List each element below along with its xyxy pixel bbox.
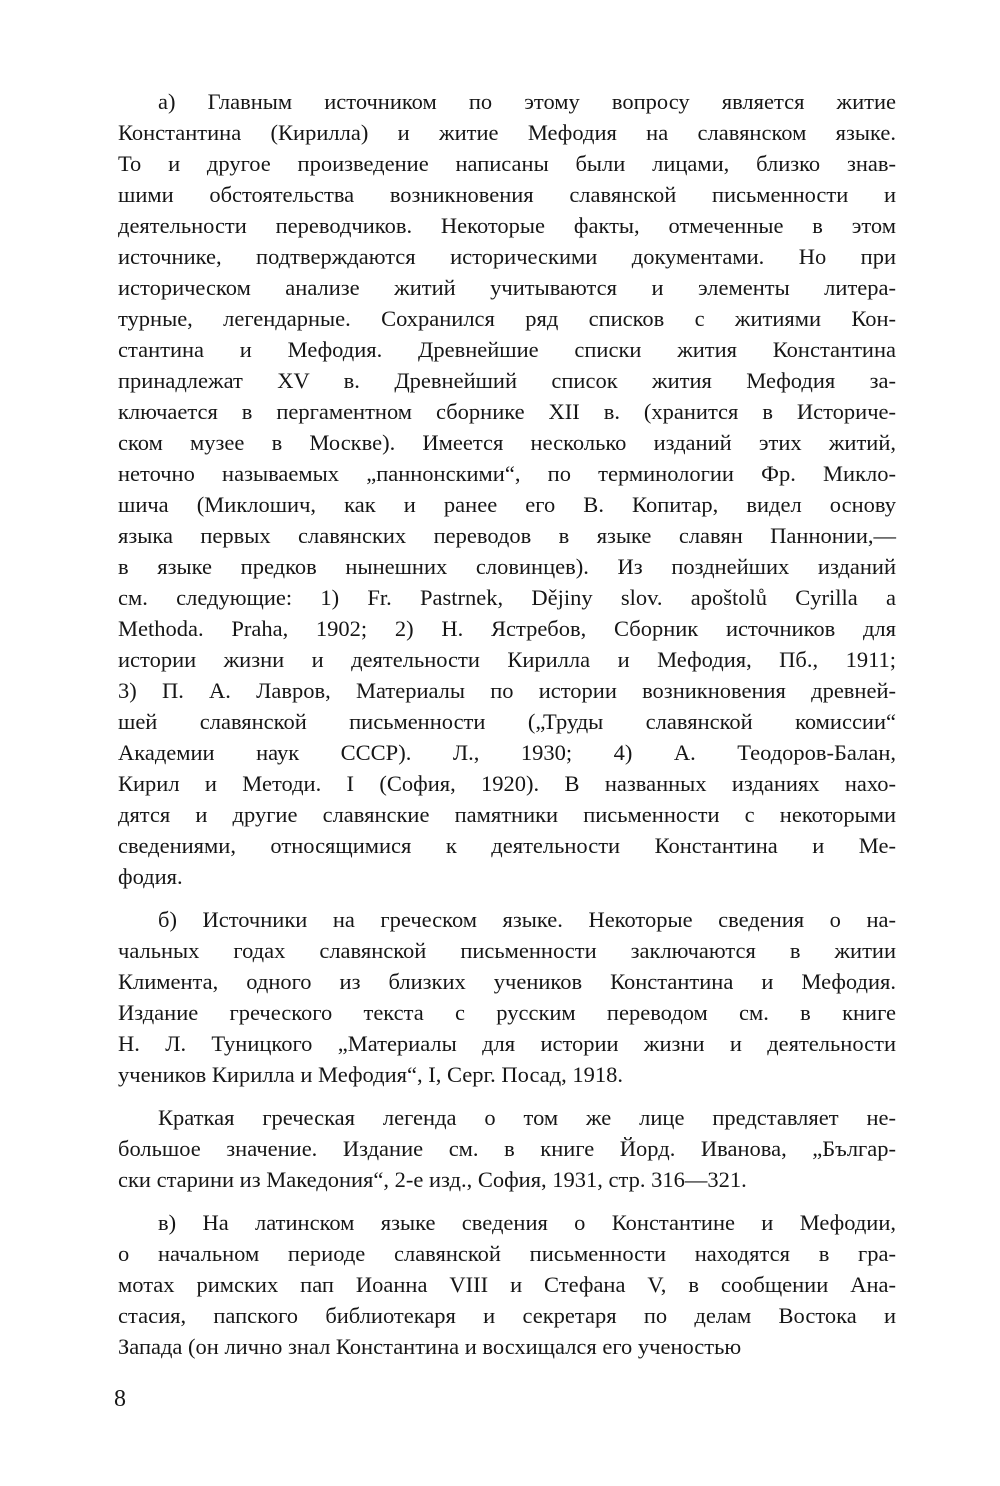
text-line: стасия, папского библиотекаря и секретаря по делам Востока и [118, 1303, 896, 1328]
text-line: а) Главным источником по этому вопросу является житие [158, 89, 896, 114]
text-line: чальных годах славянской письменности заключаются в житии [118, 938, 896, 963]
text-line: Краткая греческая легенда о том же лице представляет не- [158, 1105, 896, 1130]
text-line: в языке предков нынешних словинцев). Из позднейших изданий [118, 554, 896, 579]
text-line: шича (Миклошич, как и ранее его В. Копитар, видел основу [118, 492, 896, 517]
text-line: мотах римских пап Иоанна VIII и Стефана V, в сообщении Ана- [118, 1272, 896, 1297]
text-line: б) Источники на греческом языке. Некоторые сведения о на- [158, 907, 896, 932]
text-line: источнике, подтверждаются историческими документами. Но при [118, 244, 896, 269]
text-line: принадлежат XV в. Древнейший список жития Мефодия за- [118, 368, 896, 393]
text-line: о начальном периоде славянской письменности находятся в гра- [118, 1241, 896, 1266]
text-line: сведениями, относящимися к деятельности Константина и Ме- [118, 833, 896, 858]
text-line: Кирил и Методи. I (София, 1920). В названных изданиях нахо- [118, 771, 896, 796]
text-line: языка первых славянских переводов в языке славян Паннонии,— [118, 523, 896, 548]
text-line: деятельности переводчиков. Некоторые факты, отмеченные в этом [118, 213, 896, 238]
text-line: Н. Л. Туницкого „Материалы для истории жизни и деятельности [118, 1031, 896, 1056]
text-line: в) На латинском языке сведения о Константине и Мефодии, [158, 1210, 896, 1235]
body-text [118, 86, 896, 1362]
page-number: 8 [114, 1386, 126, 1412]
text-line: То и другое произведение написаны были лицами, близко знав- [118, 151, 896, 176]
text-line: ски старини из Македония“, 2-е изд., София, 1931, стр. 316—321. [118, 1167, 747, 1192]
text-line: неточно называемых „паннонскими“, по терминологии Фр. Микло- [118, 461, 896, 486]
text-line: ключается в пергаментном сборнике XII в. (хранится в Историче- [118, 399, 896, 424]
text-line: Константина (Кирилла) и житие Мефодия на славянском языке. [118, 120, 896, 145]
paragraph-c [118, 1207, 896, 1362]
paragraph-b [118, 904, 896, 1090]
text-line: стантина и Мефодия. Древнейшие списки жития Константина [118, 337, 896, 362]
text-line: учеников Кирилла и Мефодия“, I, Серг. Посад, 1918. [118, 1062, 624, 1087]
text-line: Издание греческого текста с русским переводом см. в книге [118, 1000, 896, 1025]
text-line: истории жизни и деятельности Кирилла и Мефодия, Пб., 1911; [118, 647, 896, 672]
text-line: турные, легендарные. Сохранился ряд списков с житиями Кон- [118, 306, 896, 331]
text-line: шей славянской письменности („Труды славянской комиссии“ [118, 709, 896, 734]
paragraph-b2 [118, 1102, 896, 1195]
text-line: Methoda. Praha, 1902; 2) Н. Ястребов, Сборник источников для [118, 616, 896, 641]
text-line: фодия. [118, 864, 183, 889]
text-line: шими обстоятельства возникновения славянской письменности и [118, 182, 896, 207]
text-line: Климента, одного из близких учеников Константина и Мефодия. [118, 969, 896, 994]
text-line: дятся и другие славянские памятники письменности с некоторыми [118, 802, 896, 827]
text-line: ском музее в Москве). Имеется несколько изданий этих житий, [118, 430, 896, 455]
text-line: большое значение. Издание см. в книге Йорд. Иванова, „Българ- [118, 1136, 896, 1161]
paragraph-a [118, 86, 896, 892]
text-line: Академии наук СССР). Л., 1930; 4) А. Теодоров-Балан, [118, 740, 896, 765]
text-line: историческом анализе житий учитываются и элементы литера- [118, 275, 896, 300]
text-line: 3) П. А. Лавров, Материалы по истории возникновения древней- [118, 678, 896, 703]
text-line: см. следующие: 1) Fr. Pastrnek, Dějiny slov. apoštolů Cyrilla a [118, 585, 896, 610]
text-line: Запада (он лично знал Константина и восхищался его ученостью [118, 1334, 742, 1359]
